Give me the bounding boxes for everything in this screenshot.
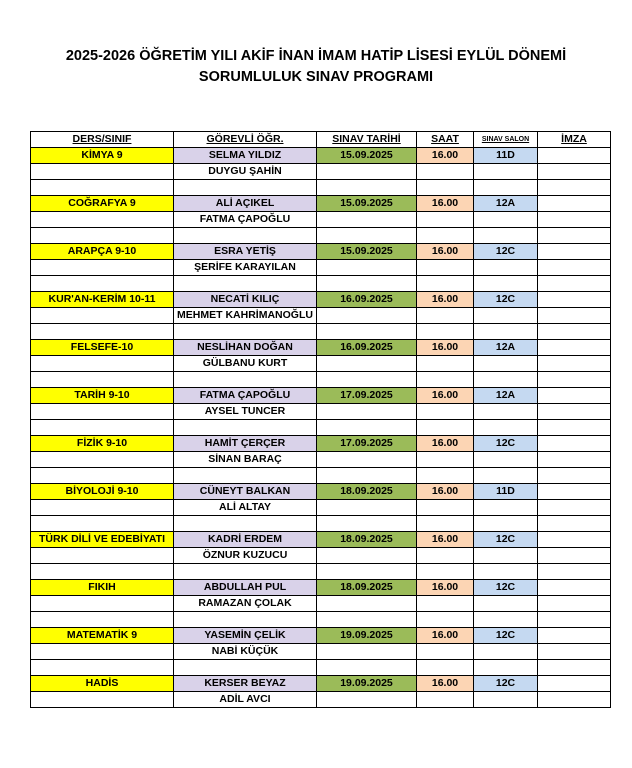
spacer-row — [31, 180, 611, 196]
signature-cell — [538, 580, 611, 596]
empty-cell — [317, 308, 417, 324]
signature-cell — [538, 532, 611, 548]
empty-cell — [317, 500, 417, 516]
empty-cell — [538, 372, 611, 388]
empty-cell — [31, 516, 174, 532]
exam-row-secondary — [31, 212, 611, 228]
empty-cell — [417, 276, 474, 292]
signature-cell — [538, 308, 611, 324]
exam-row-secondary — [31, 164, 611, 180]
empty-cell — [317, 644, 417, 660]
empty-cell — [317, 692, 417, 708]
signature-cell — [538, 644, 611, 660]
teacher-primary-cell: FATMA ÇAPOĞLU — [174, 388, 317, 404]
empty-cell — [174, 612, 317, 628]
exam-row-secondary — [31, 308, 611, 324]
teacher-primary-cell: SELMA YILDIZ — [174, 148, 317, 164]
exam-date-cell: 17.09.2025 — [317, 436, 417, 452]
empty-cell — [538, 660, 611, 676]
exam-time-cell: 16.00 — [417, 244, 474, 260]
exam-time-cell: 16.00 — [417, 292, 474, 308]
empty-cell — [31, 180, 174, 196]
exam-room-cell: 12C — [474, 628, 538, 644]
empty-cell — [474, 404, 538, 420]
empty-cell — [31, 372, 174, 388]
exam-subject-cell: BİYOLOJİ 9-10 — [31, 484, 174, 500]
teacher-secondary-cell: MEHMET KAHRİMANOĞLU — [174, 308, 317, 324]
empty-cell — [31, 228, 174, 244]
empty-cell — [174, 324, 317, 340]
empty-cell — [474, 356, 538, 372]
empty-cell — [538, 516, 611, 532]
exam-date-cell: 18.09.2025 — [317, 580, 417, 596]
signature-cell — [538, 404, 611, 420]
document-subtitle: SORUMLULUK SINAV PROGRAMI — [198, 69, 434, 85]
teacher-secondary-cell: NABİ KÜÇÜK — [174, 644, 317, 660]
empty-cell — [474, 180, 538, 196]
empty-cell — [417, 260, 474, 276]
empty-cell — [417, 212, 474, 228]
empty-cell — [474, 612, 538, 628]
empty-cell — [31, 500, 174, 516]
signature-cell — [538, 148, 611, 164]
exam-room-cell: 12C — [474, 532, 538, 548]
exam-row-secondary — [31, 596, 611, 612]
empty-cell — [417, 564, 474, 580]
signature-cell — [538, 596, 611, 612]
empty-cell — [417, 228, 474, 244]
empty-cell — [317, 180, 417, 196]
exam-schedule-table — [30, 131, 611, 708]
exam-subject-cell: TARİH 9-10 — [31, 388, 174, 404]
empty-cell — [317, 356, 417, 372]
empty-cell — [538, 276, 611, 292]
empty-cell — [474, 212, 538, 228]
empty-cell — [474, 308, 538, 324]
header-row — [31, 132, 611, 148]
empty-cell — [174, 564, 317, 580]
empty-cell — [317, 452, 417, 468]
empty-cell — [317, 596, 417, 612]
teacher-secondary-cell: ŞERİFE KARAYILAN — [174, 260, 317, 276]
exam-date-cell: 19.09.2025 — [317, 676, 417, 692]
empty-cell — [174, 180, 317, 196]
exam-date-cell: 15.09.2025 — [317, 244, 417, 260]
empty-cell — [474, 372, 538, 388]
exam-row-secondary — [31, 548, 611, 564]
empty-cell — [474, 500, 538, 516]
empty-cell — [417, 468, 474, 484]
signature-cell — [538, 548, 611, 564]
empty-cell — [317, 260, 417, 276]
empty-cell — [538, 324, 611, 340]
empty-cell — [538, 228, 611, 244]
exam-row — [31, 628, 611, 644]
empty-cell — [31, 164, 174, 180]
empty-cell — [317, 164, 417, 180]
signature-cell — [538, 436, 611, 452]
exam-room-cell: 12C — [474, 676, 538, 692]
teacher-secondary-cell: ALİ ALTAY — [174, 500, 317, 516]
empty-cell — [31, 564, 174, 580]
empty-cell — [474, 228, 538, 244]
empty-cell — [174, 468, 317, 484]
exam-subject-cell: FİZİK 9-10 — [31, 436, 174, 452]
empty-cell — [317, 516, 417, 532]
exam-row — [31, 484, 611, 500]
exam-row — [31, 388, 611, 404]
empty-cell — [174, 660, 317, 676]
exam-row — [31, 580, 611, 596]
teacher-primary-cell: HAMİT ÇERÇER — [174, 436, 317, 452]
exam-room-cell: 12C — [474, 436, 538, 452]
exam-room-cell: 12A — [474, 196, 538, 212]
teacher-primary-cell: KADRİ ERDEM — [174, 532, 317, 548]
empty-cell — [417, 164, 474, 180]
exam-row — [31, 148, 611, 164]
empty-cell — [417, 180, 474, 196]
spacer-row — [31, 612, 611, 628]
header-salon: SINAV SALON — [474, 132, 538, 148]
empty-cell — [174, 372, 317, 388]
empty-cell — [474, 468, 538, 484]
empty-cell — [317, 612, 417, 628]
exam-date-cell: 19.09.2025 — [317, 628, 417, 644]
empty-cell — [317, 324, 417, 340]
empty-cell — [31, 468, 174, 484]
exam-subject-cell: ARAPÇA 9-10 — [31, 244, 174, 260]
spacer-row — [31, 228, 611, 244]
signature-cell — [538, 484, 611, 500]
exam-subject-cell: TÜRK DİLİ VE EDEBİYATI — [31, 532, 174, 548]
empty-cell — [474, 516, 538, 532]
exam-room-cell: 11D — [474, 148, 538, 164]
teacher-secondary-cell: ADİL AVCI — [174, 692, 317, 708]
exam-row-secondary — [31, 356, 611, 372]
spacer-row — [31, 372, 611, 388]
header-ogretmen: GÖREVLİ ÖĞR. — [174, 132, 317, 148]
empty-cell — [417, 692, 474, 708]
empty-cell — [417, 324, 474, 340]
empty-cell — [474, 452, 538, 468]
signature-cell — [538, 628, 611, 644]
exam-time-cell: 16.00 — [417, 628, 474, 644]
empty-cell — [474, 324, 538, 340]
signature-cell — [538, 164, 611, 180]
exam-row — [31, 292, 611, 308]
teacher-secondary-cell: GÜLBANU KURT — [174, 356, 317, 372]
empty-cell — [417, 500, 474, 516]
exam-row-secondary — [31, 692, 611, 708]
teacher-primary-cell: CÜNEYT BALKAN — [174, 484, 317, 500]
signature-cell — [538, 196, 611, 212]
exam-date-cell: 16.09.2025 — [317, 292, 417, 308]
exam-row — [31, 532, 611, 548]
exam-room-cell: 11D — [474, 484, 538, 500]
signature-cell — [538, 388, 611, 404]
teacher-primary-cell: ABDULLAH PUL — [174, 580, 317, 596]
empty-cell — [538, 180, 611, 196]
empty-cell — [31, 612, 174, 628]
empty-cell — [417, 420, 474, 436]
empty-cell — [417, 644, 474, 660]
signature-cell — [538, 356, 611, 372]
signature-cell — [538, 292, 611, 308]
exam-row-secondary — [31, 644, 611, 660]
exam-date-cell: 17.09.2025 — [317, 388, 417, 404]
empty-cell — [317, 276, 417, 292]
header-tarih: SINAV TARİHİ — [317, 132, 417, 148]
empty-cell — [31, 276, 174, 292]
empty-cell — [474, 420, 538, 436]
signature-cell — [538, 692, 611, 708]
empty-cell — [317, 420, 417, 436]
empty-cell — [31, 356, 174, 372]
teacher-secondary-cell: DUYGU ŞAHİN — [174, 164, 317, 180]
exam-subject-cell: KUR'AN-KERİM 10-11 — [31, 292, 174, 308]
header-saat: SAAT — [417, 132, 474, 148]
exam-subject-cell: HADİS — [31, 676, 174, 692]
exam-room-cell: 12C — [474, 244, 538, 260]
empty-cell — [474, 276, 538, 292]
empty-cell — [31, 452, 174, 468]
exam-date-cell: 18.09.2025 — [317, 532, 417, 548]
header-ders: DERS/SINIF — [31, 132, 174, 148]
spacer-row — [31, 660, 611, 676]
teacher-primary-cell: KERSER BEYAZ — [174, 676, 317, 692]
empty-cell — [417, 660, 474, 676]
exam-time-cell: 16.00 — [417, 484, 474, 500]
empty-cell — [31, 548, 174, 564]
exam-time-cell: 16.00 — [417, 148, 474, 164]
empty-cell — [31, 308, 174, 324]
empty-cell — [317, 548, 417, 564]
signature-cell — [538, 452, 611, 468]
empty-cell — [417, 404, 474, 420]
exam-subject-cell: FELSEFE-10 — [31, 340, 174, 356]
empty-cell — [174, 228, 317, 244]
exam-date-cell: 15.09.2025 — [317, 148, 417, 164]
exam-room-cell: 12C — [474, 292, 538, 308]
empty-cell — [417, 516, 474, 532]
empty-cell — [317, 564, 417, 580]
teacher-secondary-cell: ÖZNUR KUZUCU — [174, 548, 317, 564]
exam-time-cell: 16.00 — [417, 196, 474, 212]
empty-cell — [538, 612, 611, 628]
exam-row — [31, 244, 611, 260]
empty-cell — [417, 612, 474, 628]
empty-cell — [538, 564, 611, 580]
empty-cell — [417, 596, 474, 612]
teacher-secondary-cell: AYSEL TUNCER — [174, 404, 317, 420]
teacher-secondary-cell: RAMAZAN ÇOLAK — [174, 596, 317, 612]
empty-cell — [31, 404, 174, 420]
teacher-primary-cell: ALİ AÇIKEL — [174, 196, 317, 212]
signature-cell — [538, 260, 611, 276]
spacer-row — [31, 564, 611, 580]
empty-cell — [31, 324, 174, 340]
exam-date-cell: 16.09.2025 — [317, 340, 417, 356]
empty-cell — [417, 452, 474, 468]
spacer-row — [31, 516, 611, 532]
exam-subject-cell: FIKIH — [31, 580, 174, 596]
exam-row-secondary — [31, 260, 611, 276]
exam-row — [31, 340, 611, 356]
empty-cell — [174, 276, 317, 292]
exam-time-cell: 16.00 — [417, 532, 474, 548]
empty-cell — [317, 212, 417, 228]
empty-cell — [538, 420, 611, 436]
empty-cell — [174, 420, 317, 436]
exam-row-secondary — [31, 404, 611, 420]
empty-cell — [417, 356, 474, 372]
exam-time-cell: 16.00 — [417, 340, 474, 356]
empty-cell — [317, 660, 417, 676]
teacher-primary-cell: NESLİHAN DOĞAN — [174, 340, 317, 356]
document-title: 2025-2026 ÖĞRETİM YILI AKİF İNAN İMAM HATİP LİSESİ EYLÜL DÖNEMİ — [65, 48, 567, 64]
exam-room-cell: 12A — [474, 388, 538, 404]
exam-room-cell: 12C — [474, 580, 538, 596]
empty-cell — [474, 564, 538, 580]
exam-room-cell: 12A — [474, 340, 538, 356]
empty-cell — [474, 644, 538, 660]
empty-cell — [417, 372, 474, 388]
empty-cell — [317, 468, 417, 484]
empty-cell — [474, 692, 538, 708]
exam-subject-cell: KİMYA 9 — [31, 148, 174, 164]
empty-cell — [474, 164, 538, 180]
exam-date-cell: 18.09.2025 — [317, 484, 417, 500]
empty-cell — [474, 596, 538, 612]
empty-cell — [317, 372, 417, 388]
spacer-row — [31, 276, 611, 292]
exam-subject-cell: COĞRAFYA 9 — [31, 196, 174, 212]
empty-cell — [174, 516, 317, 532]
exam-time-cell: 16.00 — [417, 580, 474, 596]
teacher-primary-cell: ESRA YETİŞ — [174, 244, 317, 260]
signature-cell — [538, 244, 611, 260]
signature-cell — [538, 212, 611, 228]
empty-cell — [31, 260, 174, 276]
exam-row — [31, 196, 611, 212]
empty-cell — [417, 548, 474, 564]
empty-cell — [31, 660, 174, 676]
empty-cell — [317, 404, 417, 420]
empty-cell — [31, 212, 174, 228]
signature-cell — [538, 500, 611, 516]
exam-time-cell: 16.00 — [417, 676, 474, 692]
empty-cell — [31, 644, 174, 660]
spacer-row — [31, 420, 611, 436]
empty-cell — [31, 692, 174, 708]
teacher-primary-cell: NECATİ KILIÇ — [174, 292, 317, 308]
exam-row-secondary — [31, 500, 611, 516]
empty-cell — [538, 468, 611, 484]
exam-time-cell: 16.00 — [417, 388, 474, 404]
empty-cell — [474, 660, 538, 676]
empty-cell — [474, 260, 538, 276]
exam-row — [31, 436, 611, 452]
exam-row — [31, 676, 611, 692]
empty-cell — [31, 420, 174, 436]
exam-subject-cell: MATEMATİK 9 — [31, 628, 174, 644]
teacher-secondary-cell: SİNAN BARAÇ — [174, 452, 317, 468]
signature-cell — [538, 340, 611, 356]
header-imza: İMZA — [538, 132, 611, 148]
spacer-row — [31, 324, 611, 340]
spacer-row — [31, 468, 611, 484]
exam-time-cell: 16.00 — [417, 436, 474, 452]
teacher-primary-cell: YASEMİN ÇELİK — [174, 628, 317, 644]
exam-date-cell: 15.09.2025 — [317, 196, 417, 212]
empty-cell — [417, 308, 474, 324]
empty-cell — [317, 228, 417, 244]
teacher-secondary-cell: FATMA ÇAPOĞLU — [174, 212, 317, 228]
exam-row-secondary — [31, 452, 611, 468]
signature-cell — [538, 676, 611, 692]
empty-cell — [31, 596, 174, 612]
empty-cell — [474, 548, 538, 564]
